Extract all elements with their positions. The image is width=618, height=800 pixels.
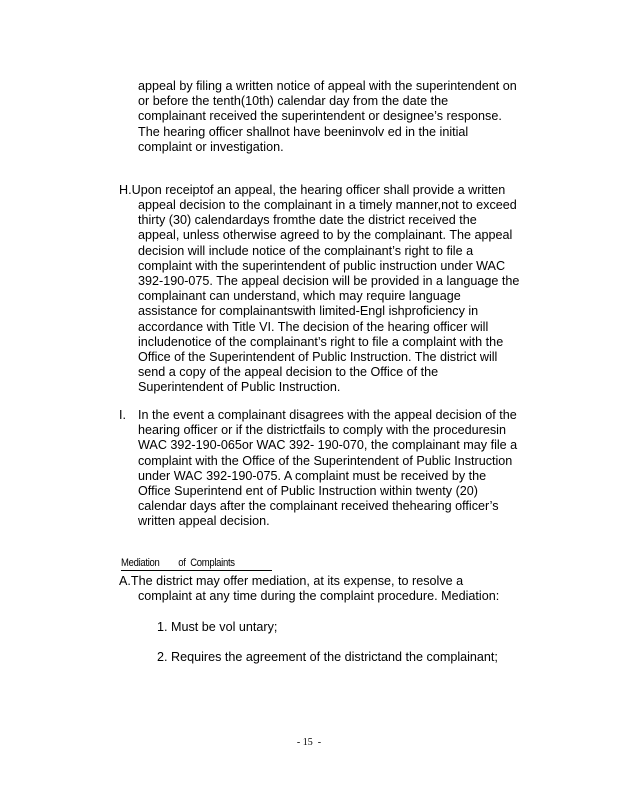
text-line: Office of the Superintendent of Public Instruction. The district will [138,350,498,365]
item-h-first-line: H.Upon receiptof an appeal, the hearing officer shall provide a written [119,183,506,197]
item-i-body [138,408,517,530]
item-a-second-line: complaint at any time during the complaint procedure. Mediation: [138,589,500,603]
text-line: appeal decision to the complainant in a timely manner,not to exceed [138,198,517,212]
text-line: hearing officer or if the districtfails to comply with the proceduresin [138,423,506,438]
text-line: complaint or investigation. [138,139,284,154]
text-line: complaint with the superintendent of public instruction under WAC [138,258,506,273]
text-line: appeal, unless otherwise agreed to by the complainant. The appeal [138,228,513,243]
text-line: calendar days after the complainant received thehearing officer’s [138,499,499,514]
text-line: Office Superintend ent of Public Instruction within twenty (20) [138,484,478,499]
text-line: under WAC 392-190-075. A complaint must be received by the [138,468,487,483]
text-line: send a copy of the appeal decision to the Office of the [138,365,439,380]
sub-item-1: 1. Must be vol untary; [157,620,278,634]
text-line: complainant can understand, which may require language [138,289,461,304]
text-line: assistance for complainantswith limited-Engl ishproficiency in [138,304,479,319]
text-line: thirty (30) calendardays fromthe date the district received the [138,213,477,228]
page-number: - 15 - [296,737,322,748]
item-a-first-line: A.The district may offer mediation, at its expense, to resolve a [119,574,464,588]
item-i-marker: I. [119,408,126,422]
text-line: WAC 392-190-065or WAC 392- 190-070, the complainant may file a [138,438,518,453]
text-line: complainant received the superintendent or designee’s response. [138,109,502,124]
paragraph-g-continued [138,79,517,155]
text-line: The hearing officer shallnot have beeninvolv ed in the initial [138,124,469,139]
text-line: 392-190-075. The appeal decision will be provided in a language the [138,274,520,289]
text-line: complaint with the Office of the Superintendent of Public Instruction [138,453,513,468]
text-line: In the event a complainant disagrees with the appeal decision of the [138,408,517,422]
text-line: Superintendent of Public Instruction. [138,380,341,395]
text-line: includenotice of the complainant’s right to file a complaint with the [138,334,504,349]
text-line: or before the tenth(10th) calendar day from the date the [138,94,449,109]
text-line: appeal by filing a written notice of appeal with the superintendent on [138,79,517,93]
text-line: decision will include notice of the complainant’s right to file a [138,243,474,258]
item-h-body [138,198,519,396]
sub-item-2: 2. Requires the agreement of the districtand the complainant; [157,650,498,664]
text-line: written appeal decision. [138,514,270,529]
text-line: accordance with Title VI. The decision of the hearing officer will [138,319,489,334]
section-heading-mediation: Mediation of Complaints [121,557,235,570]
heading-underline [121,570,272,571]
